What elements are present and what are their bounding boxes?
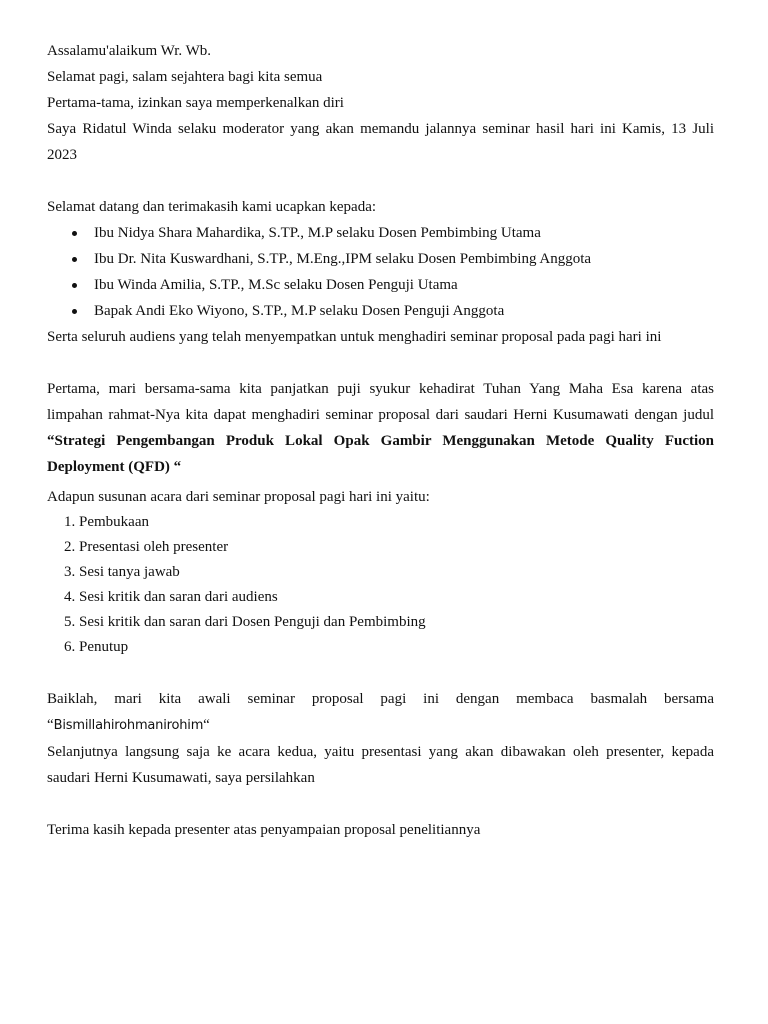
welcome-intro: Selamat datang dan terimakasih kami ucapkan kepada: bbox=[47, 199, 377, 215]
list-item: 1. Pembukaan bbox=[64, 514, 149, 530]
document-page bbox=[47, 38, 714, 843]
basmalah-text bbox=[47, 712, 714, 739]
basmalah-word: Bismillahirohmanirohim bbox=[53, 718, 204, 733]
open-quote: “ bbox=[47, 717, 54, 733]
bullet-icon bbox=[72, 283, 77, 288]
welcome-closing: Serta seluruh audiens yang telah menyempatkan untuk menghadiri seminar proposal pada pagi hari ini bbox=[47, 329, 662, 345]
bullet-icon bbox=[72, 257, 77, 262]
list-item: 4. Sesi kritik dan saran dari audiens bbox=[64, 589, 278, 605]
guest-name: Bapak Andi Eko Wiyono, S.TP., M.P selaku Dosen Penguji Anggota bbox=[94, 303, 505, 319]
list-item: 5. Sesi kritik dan saran dari Dosen Penguji dan Pembimbing bbox=[64, 614, 426, 630]
spacer bbox=[47, 660, 714, 686]
list-item bbox=[47, 298, 714, 324]
list-item bbox=[47, 220, 714, 246]
spacer bbox=[47, 791, 714, 817]
bullet-icon bbox=[72, 231, 77, 236]
close-quote: “ bbox=[203, 717, 210, 733]
list-item: 6. Penutup bbox=[64, 639, 129, 655]
list-item bbox=[47, 246, 714, 272]
basmalah-invite: Baiklah, mari kita awali seminar proposal pagi ini dengan membaca basmalah bersama bbox=[47, 691, 714, 707]
opening-line-2: limpahan rahmat-Nya kita dapat menghadiri seminar proposal dari saudari Herni Kusumawati dengan judul bbox=[47, 407, 714, 423]
greeting-salam: Assalamu'alaikum Wr. Wb. bbox=[47, 43, 212, 59]
agenda-list bbox=[47, 510, 714, 660]
greeting-intro: Pertama-tama, izinkan saya memperkenalkan diri bbox=[47, 95, 344, 111]
spacer bbox=[47, 168, 714, 194]
bullet-icon bbox=[72, 309, 77, 314]
thanks-presenter: Terima kasih kepada presenter atas penyampaian proposal penelitiannya bbox=[47, 822, 481, 838]
list-item: 3. Sesi tanya jawab bbox=[64, 564, 180, 580]
guest-list bbox=[47, 220, 714, 324]
guest-name: Ibu Dr. Nita Kuswardhani, S.TP., M.Eng.,IPM selaku Dosen Pembimbing Anggota bbox=[94, 251, 592, 267]
next-session-line-2: saudari Herni Kusumawati, saya persilahkan bbox=[47, 770, 315, 786]
greeting-morning: Selamat pagi, salam sejahtera bagi kita semua bbox=[47, 69, 323, 85]
moderator-intro: Saya Ridatul Winda selaku moderator yang akan memandu jalannya seminar hasil hari ini Kamis, 13 Juli bbox=[47, 121, 714, 137]
seminar-title-line-2: Deployment (QFD) “ bbox=[47, 459, 182, 475]
next-session-line-1: Selanjutnya langsung saja ke acara kedua, yaitu presentasi yang akan dibawakan oleh presenter, kepada bbox=[47, 744, 714, 760]
spacer bbox=[47, 350, 714, 376]
list-item bbox=[47, 272, 714, 298]
list-item: 2. Presentasi oleh presenter bbox=[64, 539, 229, 555]
agenda-intro: Adapun susunan acara dari seminar proposal pagi hari ini yaitu: bbox=[47, 489, 430, 505]
guest-name: Ibu Nidya Shara Mahardika, S.TP., M.P selaku Dosen Pembimbing Utama bbox=[94, 225, 541, 241]
moderator-intro-year: 2023 bbox=[47, 147, 77, 163]
guest-name: Ibu Winda Amilia, S.TP., M.Sc selaku Dosen Penguji Utama bbox=[94, 277, 458, 293]
opening-line-1: Pertama, mari bersama-sama kita panjatkan puji syukur kehadirat Tuhan Yang Maha Esa karena atas bbox=[47, 381, 714, 397]
seminar-title-line-1: “Strategi Pengembangan Produk Lokal Opak Gambir Menggunakan Metode Quality Fuction bbox=[47, 433, 714, 449]
